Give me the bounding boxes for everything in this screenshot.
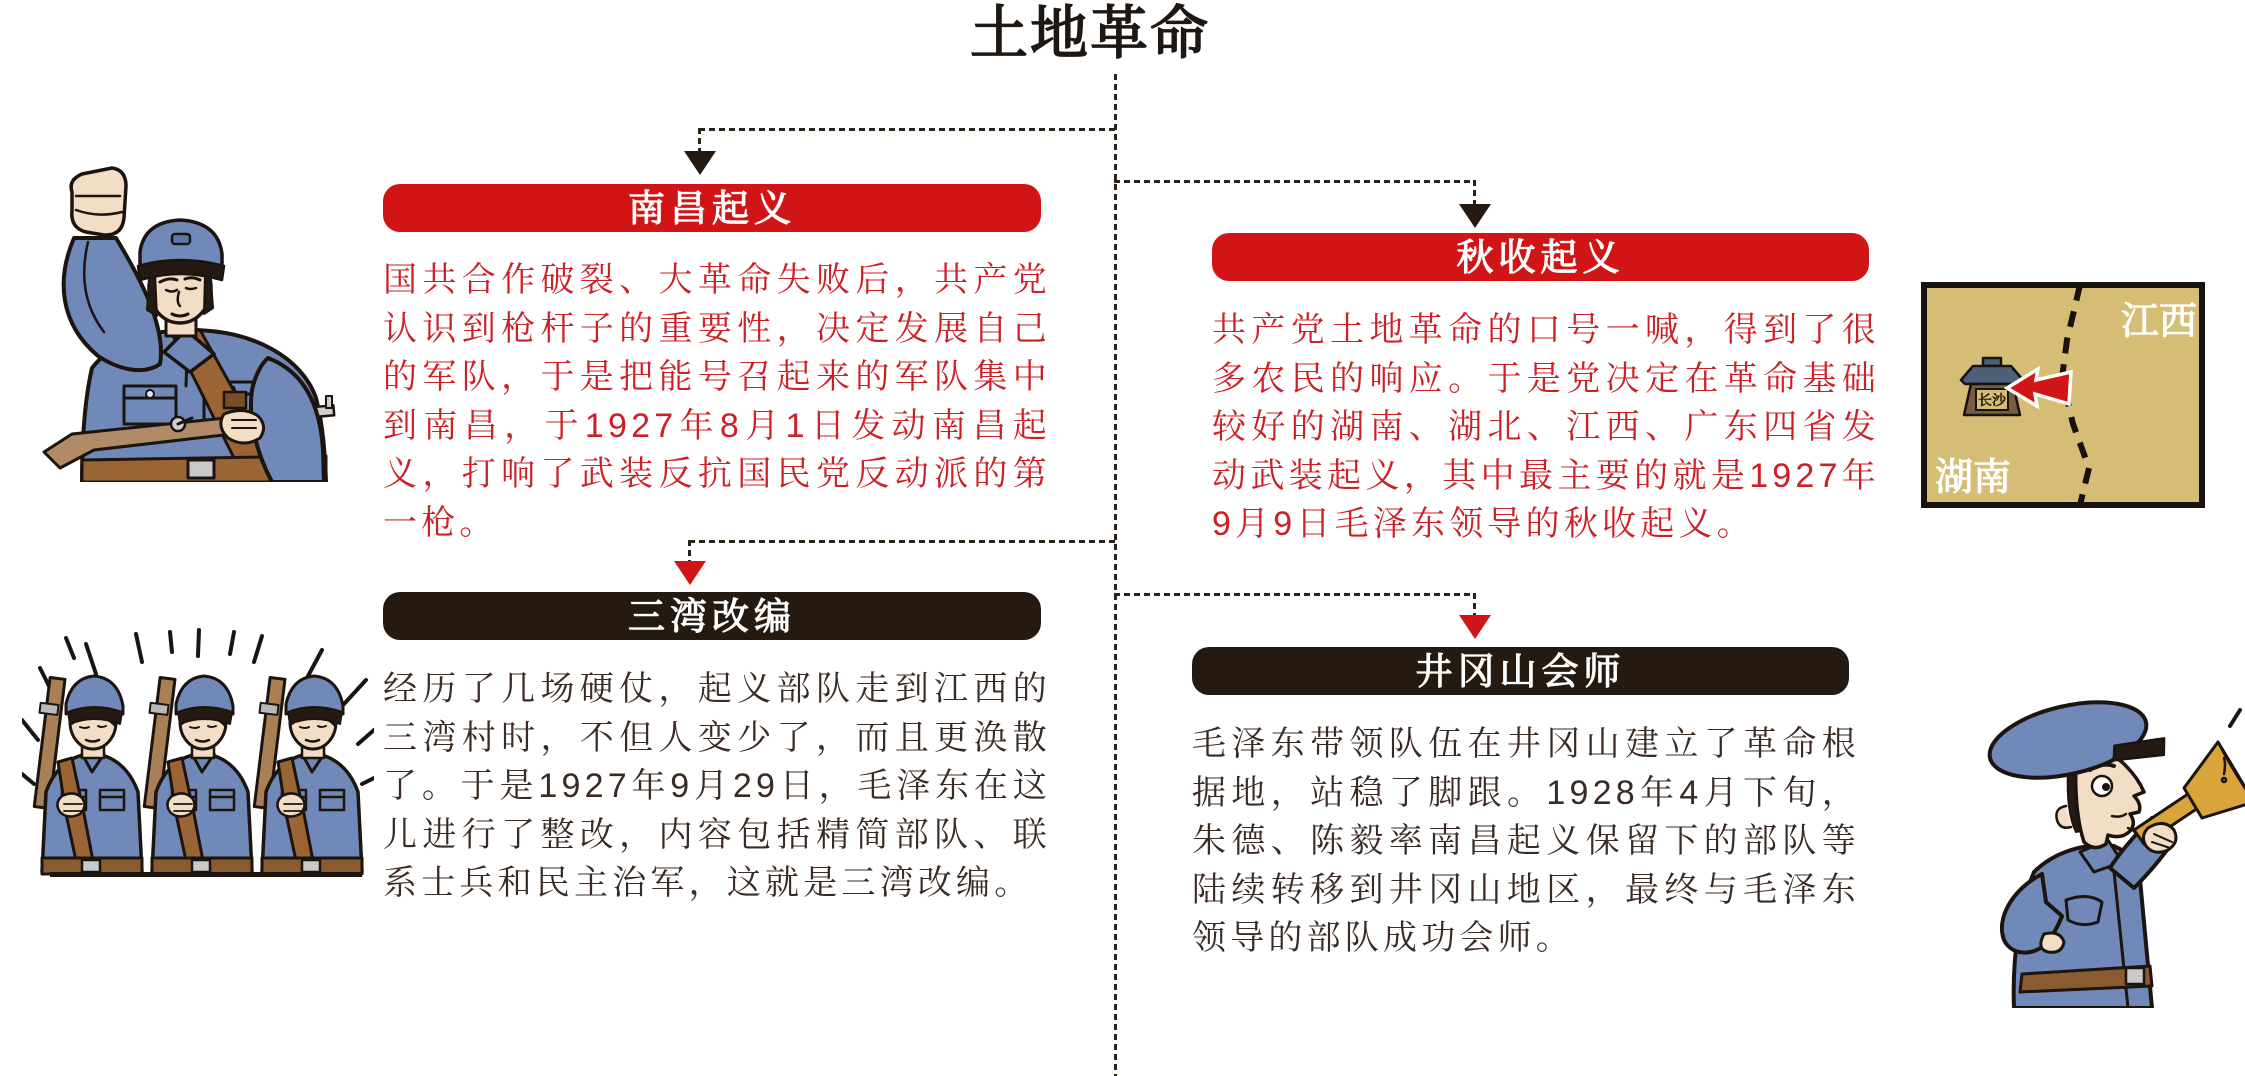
- text-nanchang: 国共合作破裂、大革命失败后，共产党认识到枪杆子的重要性，决定发展自己的军队，于是把能号召起来的军队集中到南昌，于1927年8月1日发动南昌起义，打响了武装反抗国民党反动派的第一枪。: [383, 261, 1051, 542]
- three-soldiers-illustration: [22, 628, 374, 912]
- text-sanwan: 经历了几场硬仗，起义部队走到江西的三湾村时，不但人变少了，而且更涣散了。于是1927年9月29日，毛泽东在这儿进行了整改，内容包括精简部队、联系士兵和民主治军，这就是三湾改编。: [383, 670, 1051, 902]
- connector-spine: [1114, 74, 1117, 1076]
- map-label-changsha: 长沙: [1978, 392, 2006, 408]
- soldier-raised-fist-illustration: [28, 118, 354, 482]
- banner-qiushou: 秋收起义: [1212, 233, 1869, 281]
- banner-nanchang: 南昌起义: [383, 184, 1041, 232]
- connector-branch-qiushou: [1114, 180, 1475, 183]
- connector-branch-nanchang: [699, 128, 1115, 131]
- arrow-down-jinggangshan: [1459, 615, 1491, 639]
- text-qiushou: 共产党土地革命的口号一喊，得到了很多农民的响应。于是党决定在革命基础较好的湖南、湖北、江西、广东四省发动武装起义，其中最主要的就是1927年9月9日毛泽东领导的秋收起义。: [1212, 311, 1880, 543]
- map-label-hunan: 湖南: [1935, 457, 2012, 499]
- connector-drop-nanchang: [698, 128, 701, 152]
- connector-branch-jinggangshan: [1114, 593, 1475, 596]
- banner-sanwan: 三湾改编: [383, 592, 1041, 640]
- changsha-map-illustration: [1921, 282, 2205, 508]
- arrow-down-qiushou: [1459, 204, 1491, 228]
- connector-drop-jinggangshan: [1473, 593, 1476, 616]
- banner-jinggangshan: 井冈山会师: [1192, 647, 1849, 695]
- arrow-down-sanwan: [674, 561, 706, 585]
- connector-drop-qiushou: [1473, 180, 1476, 205]
- arrow-down-nanchang: [684, 151, 716, 175]
- text-jinggangshan: 毛泽东带领队伍在井冈山建立了革命根据地，站稳了脚跟。1928年4月下旬，朱德、陈毅率南昌起义保留下的部队等陆续转移到井冈山地区，最终与毛泽东领导的部队成功会师。: [1192, 725, 1860, 957]
- page-title: 土地革命: [969, 0, 1210, 67]
- map-label-jiangxi: 江西: [2120, 301, 2198, 343]
- bugler-illustration: [1962, 682, 2245, 1008]
